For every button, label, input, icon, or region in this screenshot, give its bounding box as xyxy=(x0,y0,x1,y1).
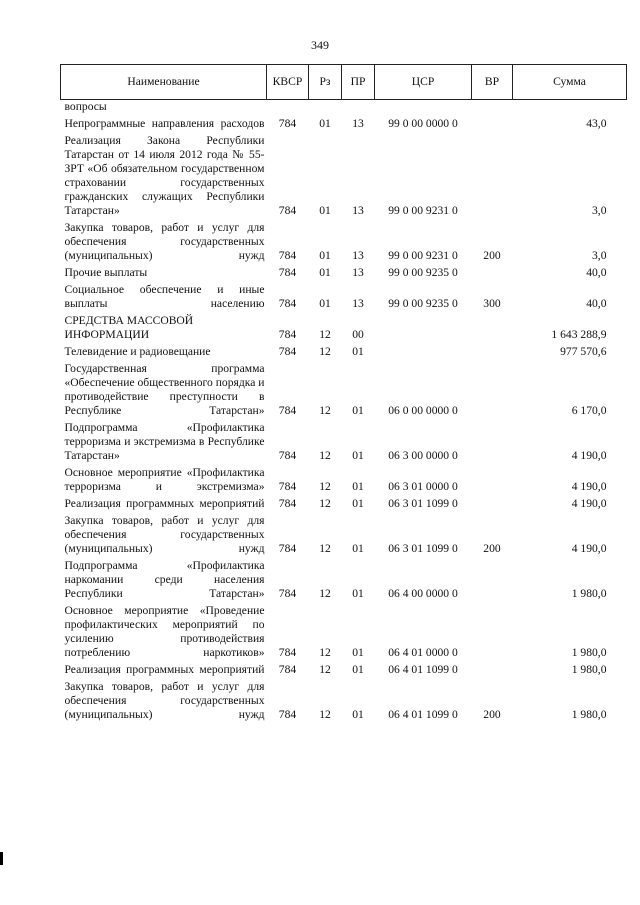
row-vr xyxy=(472,601,513,660)
row-csr: 06 3 01 1099 0 xyxy=(388,497,458,510)
row-pr xyxy=(342,100,375,115)
row-rz: 12 xyxy=(319,587,331,600)
row-rz: 01 xyxy=(319,266,331,279)
row-rz: 12 xyxy=(319,449,331,462)
row-kvsr: 784 xyxy=(278,542,297,555)
row-vr xyxy=(472,494,513,511)
row-pr: 01 xyxy=(352,404,364,417)
row-sum: 1 980,0 xyxy=(571,708,607,721)
row-name-text: Закупка товаров, работ и услуг для обеспечения государственных (муниципальных) нужд xyxy=(64,514,265,555)
row-rz xyxy=(309,100,342,115)
table-row xyxy=(61,263,627,280)
table-row xyxy=(61,556,627,601)
row-vr xyxy=(472,556,513,601)
row-name-text: Социальное обеспечение и иные выплаты населению xyxy=(64,283,265,310)
row-name-text: вопросы xyxy=(64,100,107,113)
row-name-text: Государственная программа «Обеспечение общественного порядка и противодействие преступности в Республике Татарстан» xyxy=(64,362,265,417)
row-kvsr: 784 xyxy=(278,328,297,341)
row-sum: 1 980,0 xyxy=(571,646,607,659)
row-rz: 01 xyxy=(319,117,331,130)
row-sum: 3,0 xyxy=(592,204,607,217)
margin-mark xyxy=(0,852,3,865)
row-pr: 13 xyxy=(352,204,364,217)
row-kvsr: 784 xyxy=(278,708,297,721)
row-pr: 13 xyxy=(352,117,364,130)
row-sum: 1 980,0 xyxy=(571,663,607,676)
row-pr: 01 xyxy=(352,708,364,721)
row-name xyxy=(61,218,267,263)
row-sum: 4 190,0 xyxy=(571,542,607,555)
row-pr: 01 xyxy=(352,345,364,358)
row-kvsr: 784 xyxy=(278,404,297,417)
row-rz: 01 xyxy=(319,297,331,310)
row-csr: 06 3 00 0000 0 xyxy=(388,449,458,462)
row-csr xyxy=(375,100,472,115)
header-name: Наименование xyxy=(61,65,267,100)
table-row xyxy=(61,418,627,463)
table-row xyxy=(61,601,627,660)
row-rz: 12 xyxy=(319,708,331,721)
row-kvsr: 784 xyxy=(278,497,297,510)
row-sum: 4 190,0 xyxy=(571,480,607,493)
table-row xyxy=(61,359,627,418)
row-name xyxy=(61,100,267,115)
row-kvsr: 784 xyxy=(278,297,297,310)
row-name xyxy=(61,131,267,218)
row-csr: 99 0 00 9235 0 xyxy=(388,266,458,279)
row-kvsr: 784 xyxy=(278,204,297,217)
row-rz: 12 xyxy=(319,497,331,510)
row-kvsr: 784 xyxy=(278,345,297,358)
row-csr: 99 0 00 9231 0 xyxy=(388,249,458,262)
row-vr xyxy=(472,131,513,218)
row-name-text: Основное мероприятие «Профилактика терроризма и экстремизма» xyxy=(64,466,265,493)
row-rz: 12 xyxy=(319,328,331,341)
row-vr xyxy=(472,660,513,677)
row-sum: 977 570,6 xyxy=(560,345,607,358)
row-name-text: Подпрограмма «Профилактика терроризма и экстремизма в Республике Татарстан» xyxy=(64,421,265,462)
table-row xyxy=(61,280,627,311)
header-csr: ЦСР xyxy=(375,65,472,100)
header-pr: ПР xyxy=(342,65,375,100)
table-row xyxy=(61,131,627,218)
row-sum: 6 170,0 xyxy=(571,404,607,417)
row-name-text: Реализация Закона Республики Татарстан от 14 июля 2012 года № 55-ЗРТ «Об обязательном государственном страховании государственных гражданских служащих Республики Татарстан» xyxy=(64,134,265,217)
row-pr: 01 xyxy=(352,587,364,600)
row-rz: 01 xyxy=(319,249,331,262)
row-vr xyxy=(472,100,513,115)
row-csr: 06 0 00 0000 0 xyxy=(388,404,458,417)
table-body xyxy=(61,100,627,723)
row-rz: 12 xyxy=(319,663,331,676)
row-csr: 06 4 00 0000 0 xyxy=(388,587,458,600)
row-name-text: СРЕДСТВА МАССОВОЙ ИНФОРМАЦИИ xyxy=(64,314,194,341)
row-vr xyxy=(472,311,513,342)
row-sum: 4 190,0 xyxy=(571,449,607,462)
row-kvsr: 784 xyxy=(278,587,297,600)
row-csr xyxy=(375,342,472,359)
row-kvsr: 784 xyxy=(278,663,297,676)
row-name xyxy=(61,494,267,511)
row-name xyxy=(61,463,267,494)
row-vr xyxy=(472,114,513,131)
row-name xyxy=(61,359,267,418)
row-vr xyxy=(472,418,513,463)
row-csr: 06 4 01 0000 0 xyxy=(388,646,458,659)
row-pr: 01 xyxy=(352,542,364,555)
row-name xyxy=(61,556,267,601)
table-row xyxy=(61,218,627,263)
page-number: 349 xyxy=(311,38,329,52)
header-rz: Рз xyxy=(309,65,342,100)
table-row xyxy=(61,511,627,556)
row-name xyxy=(61,511,267,556)
row-name xyxy=(61,660,267,677)
row-kvsr: 784 xyxy=(278,449,297,462)
row-name-text: Закупка товаров, работ и услуг для обеспечения государственных (муниципальных) нужд xyxy=(64,221,265,262)
row-name xyxy=(61,280,267,311)
row-pr: 01 xyxy=(352,663,364,676)
row-pr: 01 xyxy=(352,497,364,510)
header-sum: Сумма xyxy=(513,65,627,100)
row-vr xyxy=(472,463,513,494)
row-pr: 13 xyxy=(352,297,364,310)
row-pr: 13 xyxy=(352,266,364,279)
row-name xyxy=(61,601,267,660)
budget-table xyxy=(60,64,627,722)
row-vr: 200 xyxy=(483,708,501,721)
row-name-text: Подпрограмма «Профилактика наркомании среди населения Республики Татарстан» xyxy=(64,559,265,600)
row-rz: 12 xyxy=(319,345,331,358)
row-vr xyxy=(472,342,513,359)
row-rz: 12 xyxy=(319,480,331,493)
row-csr: 06 4 01 1099 0 xyxy=(388,663,458,676)
table-row xyxy=(61,100,627,115)
row-sum: 40,0 xyxy=(586,297,607,310)
row-name-text: Реализация программных мероприятий xyxy=(64,497,265,510)
row-csr xyxy=(375,311,472,342)
row-rz: 12 xyxy=(319,646,331,659)
table-row xyxy=(61,677,627,722)
table-row xyxy=(61,311,627,342)
table-header-row xyxy=(61,65,627,100)
row-vr: 200 xyxy=(483,249,501,262)
row-sum: 1 643 288,9 xyxy=(551,328,607,341)
row-vr: 300 xyxy=(483,297,501,310)
row-kvsr: 784 xyxy=(278,646,297,659)
row-kvsr: 784 xyxy=(278,249,297,262)
row-name-text: Прочие выплаты xyxy=(64,266,148,279)
header-kvsr: КВСР xyxy=(267,65,309,100)
row-name xyxy=(61,311,267,342)
row-csr: 99 0 00 0000 0 xyxy=(388,117,458,130)
row-pr: 00 xyxy=(352,328,364,341)
row-kvsr: 784 xyxy=(278,266,297,279)
row-csr: 06 4 01 1099 0 xyxy=(388,708,458,721)
row-name-text: Реализация программных мероприятий xyxy=(64,663,265,676)
row-name xyxy=(61,114,267,131)
table-row xyxy=(61,114,627,131)
row-sum: 3,0 xyxy=(592,249,607,262)
row-sum: 40,0 xyxy=(586,266,607,279)
row-name xyxy=(61,418,267,463)
header-vr: ВР xyxy=(472,65,513,100)
row-name xyxy=(61,263,267,280)
row-pr: 01 xyxy=(352,480,364,493)
table-row xyxy=(61,494,627,511)
row-csr: 06 3 01 0000 0 xyxy=(388,480,458,493)
row-sum: 43,0 xyxy=(586,117,607,130)
row-name xyxy=(61,677,267,722)
row-sum: 4 190,0 xyxy=(571,497,607,510)
row-kvsr: 784 xyxy=(278,480,297,493)
row-name-text: Непрограммные направления расходов xyxy=(64,117,265,130)
row-sum: 1 980,0 xyxy=(571,587,607,600)
row-sum xyxy=(513,100,627,115)
row-name-text: Закупка товаров, работ и услуг для обеспечения государственных (муниципальных) нужд xyxy=(64,680,265,721)
table-row xyxy=(61,463,627,494)
row-pr: 13 xyxy=(352,249,364,262)
row-vr xyxy=(472,359,513,418)
row-vr xyxy=(472,263,513,280)
row-vr: 200 xyxy=(483,542,501,555)
table-row xyxy=(61,342,627,359)
row-csr: 06 3 01 1099 0 xyxy=(388,542,458,555)
row-rz: 12 xyxy=(319,404,331,417)
row-rz: 12 xyxy=(319,542,331,555)
row-kvsr xyxy=(267,100,309,115)
row-name-text: Основное мероприятие «Проведение профилактических мероприятий по усилению противодействия потреблению наркотиков» xyxy=(64,604,265,659)
row-name-text: Телевидение и радиовещание xyxy=(64,345,211,358)
row-rz: 01 xyxy=(319,204,331,217)
row-csr: 99 0 00 9231 0 xyxy=(388,204,458,217)
row-pr: 01 xyxy=(352,449,364,462)
table-row xyxy=(61,660,627,677)
row-name xyxy=(61,342,267,359)
row-csr: 99 0 00 9235 0 xyxy=(388,297,458,310)
row-kvsr: 784 xyxy=(278,117,297,130)
row-pr: 01 xyxy=(352,646,364,659)
